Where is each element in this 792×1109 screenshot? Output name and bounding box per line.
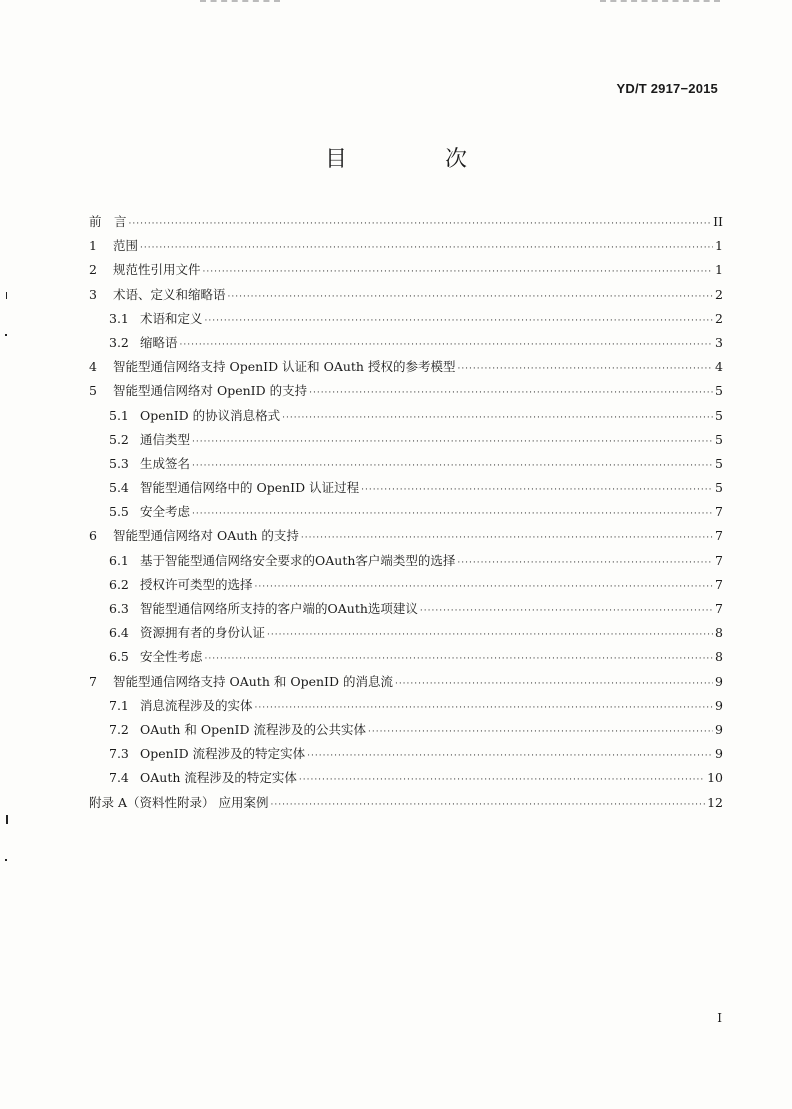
standard-code: YD/T 2917−2015 — [616, 81, 718, 96]
toc-entry-page: 7 — [715, 504, 723, 520]
toc-entry-page: 7 — [715, 528, 723, 544]
toc-leader-dots — [192, 434, 713, 450]
toc-entry[interactable] — [89, 770, 723, 794]
scan-edge-mark — [600, 0, 720, 3]
toc-entry-title: 附录 A（资料性附录） 应用案例 — [89, 794, 269, 810]
toc-entry-title: 缩略语 — [140, 334, 178, 350]
toc-entry-number: 7.4 — [109, 770, 129, 786]
toc-leader-dots — [299, 772, 705, 788]
toc-leader-dots — [282, 410, 713, 426]
toc-leader-dots — [203, 264, 714, 280]
toc-entry[interactable] — [89, 432, 723, 456]
toc-entry-page: 12 — [707, 794, 723, 810]
toc-entry-title: 智能型通信网络中的 OpenID 认证过程 — [140, 480, 360, 496]
toc-leader-dots — [270, 797, 705, 813]
toc-entry-number: 2 — [89, 262, 97, 278]
toc-entry-number: 6.3 — [109, 601, 129, 616]
toc-entry-number: 6.4 — [109, 625, 129, 641]
toc-leader-dots — [255, 700, 714, 716]
toc-leader-dots — [205, 651, 714, 667]
toc-leader-dots — [129, 216, 712, 232]
toc-entry-number: 7 — [89, 673, 97, 689]
toc-entry-page: 4 — [715, 359, 723, 375]
toc-entry-title: 智能型通信网络支持 OpenID 认证和 OAuth 授权的参考模型 — [113, 359, 456, 375]
toc-entry-page: 8 — [715, 649, 723, 665]
toc-entry[interactable] — [89, 408, 723, 432]
toc-entry-title: 基于智能型通信网络安全要求的OAuth客户端类型的选择 — [140, 552, 456, 568]
toc-leader-dots — [361, 482, 713, 498]
toc-entry-page: 7 — [715, 576, 723, 592]
toc-entry-number: 7.1 — [109, 697, 129, 713]
toc-leader-dots — [267, 627, 713, 643]
toc-entry-number: 3.2 — [109, 334, 129, 350]
toc-entry-number: 6.5 — [109, 649, 129, 665]
toc-entry-number: 1 — [89, 238, 97, 254]
toc-entry-page: 7 — [715, 552, 723, 568]
toc-entry-title: 智能型通信网络对 OAuth 的支持 — [113, 528, 299, 544]
toc-entry-page: 5 — [715, 383, 723, 399]
toc-entry[interactable] — [89, 262, 723, 286]
toc-entry[interactable] — [89, 456, 723, 480]
scan-artifact — [5, 859, 7, 861]
scan-artifact — [5, 334, 7, 336]
toc-entry-number: 6 — [89, 528, 97, 544]
toc-entry-number: 7.3 — [109, 746, 129, 762]
toc-entry-title: 安全性考虑 — [140, 649, 203, 665]
toc-entry-number: 5 — [89, 383, 97, 399]
toc-entry-number: 3.1 — [109, 310, 129, 326]
toc-entry-title: 术语和定义 — [140, 310, 203, 326]
toc-entry-page: 9 — [715, 673, 723, 689]
toc-entry-title: 范围 — [113, 238, 139, 254]
toc-leader-dots — [192, 458, 713, 474]
toc-entry[interactable] — [89, 553, 723, 577]
toc-leader-dots — [309, 385, 713, 401]
toc-entry-number: 5.1 — [109, 407, 129, 423]
toc-entry-page: II — [713, 214, 723, 229]
toc-entry-title: 生成签名 — [140, 455, 191, 471]
toc-entry-page: 5 — [715, 480, 723, 496]
toc-entry-title: 资源拥有者的身份认证 — [140, 625, 266, 641]
toc-entry-number: 5.5 — [109, 504, 129, 520]
toc-entry[interactable] — [89, 601, 723, 625]
toc-entry[interactable] — [89, 795, 723, 819]
toc-entry-title: 通信类型 — [140, 431, 191, 447]
toc-entry-page: 9 — [715, 746, 723, 762]
toc-leader-dots — [457, 555, 713, 571]
toc-leader-dots — [140, 240, 713, 256]
toc-entry-number: 3 — [89, 286, 97, 302]
toc-entry[interactable] — [89, 238, 723, 262]
toc-entry-number: 5.4 — [109, 480, 129, 496]
toc-leader-dots — [228, 289, 714, 305]
toc-entry[interactable] — [89, 577, 723, 601]
scan-edge-mark — [200, 0, 280, 3]
toc-entry-page: 5 — [715, 431, 723, 447]
toc-entry-number: 7.2 — [109, 721, 129, 737]
toc-entry[interactable] — [89, 359, 723, 383]
toc-entry[interactable] — [89, 649, 723, 673]
toc-entry-page: 5 — [715, 407, 723, 423]
toc-entry[interactable] — [89, 746, 723, 770]
toc-entry-page: 7 — [715, 601, 723, 616]
toc-entry-page: 5 — [715, 455, 723, 471]
toc-entry-page: 3 — [715, 334, 723, 350]
toc-entry[interactable] — [89, 287, 723, 311]
toc-entry-number: 6.1 — [109, 552, 129, 568]
toc-entry[interactable] — [89, 625, 723, 649]
toc-entry-title: OpenID 的协议消息格式 — [140, 407, 281, 423]
toc-entry-page: 10 — [707, 770, 723, 786]
toc-leader-dots — [301, 530, 713, 546]
toc-entry-page: 2 — [715, 286, 723, 302]
toc-entry-number: 4 — [89, 359, 97, 375]
toc-entry-title: 智能型通信网络所支持的客户端的OAuth选项建议 — [140, 601, 418, 616]
toc-entry-number: 5.2 — [109, 431, 129, 447]
toc-leader-dots — [255, 579, 714, 595]
scan-artifact — [6, 815, 8, 824]
toc-leader-dots — [368, 724, 713, 740]
page-number: I — [717, 1011, 722, 1025]
toc-leader-dots — [395, 676, 713, 692]
toc-leader-dots — [192, 506, 713, 522]
toc-entry[interactable] — [89, 722, 723, 746]
toc-entry-title: OAuth 流程涉及的特定实体 — [140, 770, 297, 786]
scan-artifact — [6, 292, 7, 299]
toc-entry-title: 规范性引用文件 — [113, 262, 201, 278]
toc-entry-title: 授权许可类型的选择 — [140, 576, 253, 592]
toc-entry-title: 安全考虑 — [140, 504, 191, 520]
toc-entry-title: OpenID 流程涉及的特定实体 — [140, 746, 306, 762]
toc-entry[interactable] — [89, 383, 723, 407]
toc-entry-title: OAuth 和 OpenID 流程涉及的公共实体 — [140, 721, 366, 737]
toc-entry-number: 6.2 — [109, 576, 129, 592]
toc-entry-page: 1 — [715, 262, 723, 278]
toc-title: 目 次 — [324, 147, 505, 172]
toc-leader-dots — [307, 748, 713, 764]
toc-entry[interactable] — [89, 674, 723, 698]
toc-entry-number: 5.3 — [109, 455, 129, 471]
toc-entry[interactable] — [89, 504, 723, 528]
toc-leader-dots — [205, 313, 714, 329]
toc-entry[interactable] — [89, 214, 723, 238]
toc-entry[interactable] — [89, 528, 723, 552]
toc-entry[interactable] — [89, 311, 723, 335]
toc-entry-page: 9 — [715, 721, 723, 737]
toc-entry-title: 前 言 — [89, 214, 127, 229]
toc-entry-title: 消息流程涉及的实体 — [140, 697, 253, 713]
toc-entry-page: 2 — [715, 310, 723, 326]
toc-entry[interactable] — [89, 698, 723, 722]
toc-entry[interactable] — [89, 480, 723, 504]
toc-leader-dots — [457, 361, 713, 377]
toc-entry-page: 9 — [715, 697, 723, 713]
toc-leader-dots — [180, 337, 714, 353]
table-of-contents — [89, 214, 723, 819]
toc-entry[interactable] — [89, 335, 723, 359]
toc-leader-dots — [420, 603, 713, 619]
toc-entry-title: 术语、定义和缩略语 — [113, 286, 226, 302]
toc-entry-title: 智能型通信网络对 OpenID 的支持 — [113, 383, 308, 399]
toc-entry-page: 8 — [715, 625, 723, 641]
toc-entry-page: 1 — [715, 238, 723, 254]
toc-entry-title: 智能型通信网络支持 OAuth 和 OpenID 的消息流 — [113, 673, 393, 689]
